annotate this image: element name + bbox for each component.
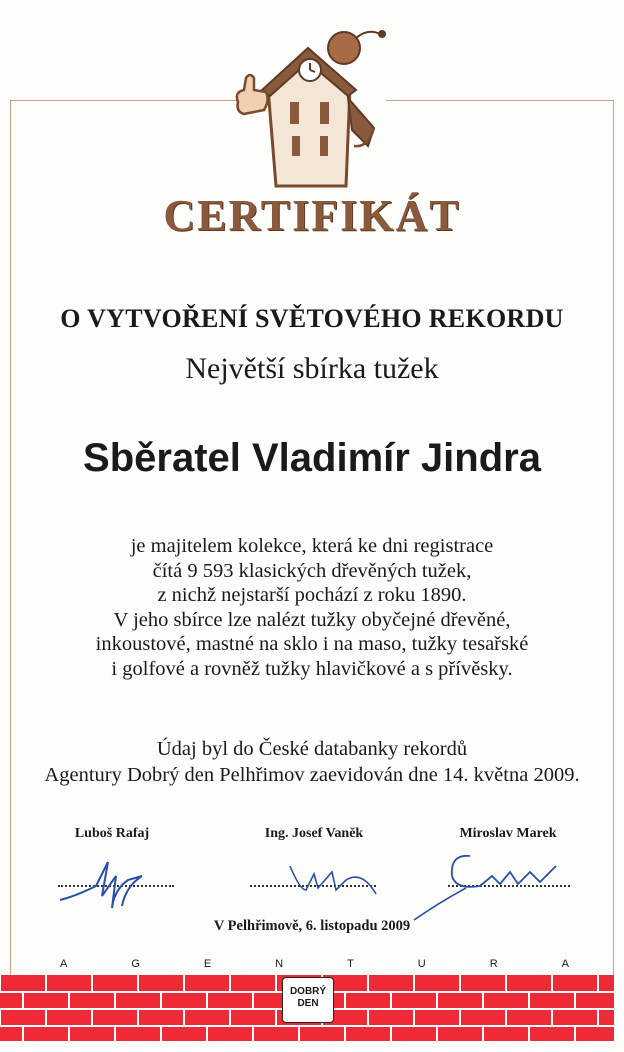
- signatory-name-vanek: Ing. Josef Vaněk: [264, 826, 364, 841]
- description-line: V jeho sbírce lze nalézt tužky obyčejné dřevěné,: [113, 608, 511, 631]
- record-name: Největší sbírka tužek: [185, 352, 439, 385]
- registration-line: Agentury Dobrý den Pelhřimov zaevidován dne 14. května 2009.: [44, 764, 580, 786]
- description-line: z nichž nejstarší pochází z roku 1890.: [157, 584, 467, 606]
- signatory-name-rafaj: Luboš Rafaj: [74, 826, 150, 841]
- description-line: je majitelem kolekce, která ke dni registrace: [130, 535, 494, 557]
- record-heading: O VYTVOŘENÍ SVĚTOVÉHO REKORDU: [60, 304, 564, 333]
- place-date: V Pelhřimově, 6. listopadu 2009: [213, 918, 411, 934]
- certificate-title: CERTIFIKÁT: [163, 191, 461, 240]
- agency-letter: T: [347, 958, 355, 970]
- description-line: čítá 9 593 klasických dřevěných tužek,: [152, 559, 472, 582]
- agency-letter: A: [561, 958, 570, 970]
- agency-letter: U: [417, 958, 427, 970]
- registration-line: Údaj byl do České databanky rekordů: [156, 738, 468, 760]
- agency-letter: G: [131, 958, 141, 970]
- agency-letter: A: [60, 958, 69, 970]
- badge-line2: DEN: [297, 998, 319, 1009]
- signature-vanek: [286, 860, 386, 900]
- agency-letters: [60, 958, 570, 970]
- frame-top-right: [386, 100, 614, 101]
- frame-top-left: [10, 100, 240, 101]
- description-line: inkoustové, mastné na sklo i na maso, tužky tesařské: [95, 633, 529, 655]
- agency-letter: N: [275, 958, 285, 970]
- agency-letter: R: [489, 958, 499, 970]
- signatory-name-marek: Miroslav Marek: [459, 826, 557, 841]
- description-text: [0, 534, 624, 681]
- agency-letter: E: [203, 958, 213, 970]
- description-line: i golfové a rovněž tužky hlavičkové a s přívěsky.: [111, 657, 513, 680]
- tower-mascot-logo: [228, 18, 388, 188]
- dobry-den-badge: [282, 977, 334, 1023]
- signature-rafaj: [56, 856, 166, 916]
- signature-marek: [400, 842, 580, 924]
- badge-line1: DOBRÝ: [289, 986, 327, 997]
- registration-text: [0, 736, 624, 788]
- holder-name: Sběratel Vladimír Jindra: [83, 436, 541, 480]
